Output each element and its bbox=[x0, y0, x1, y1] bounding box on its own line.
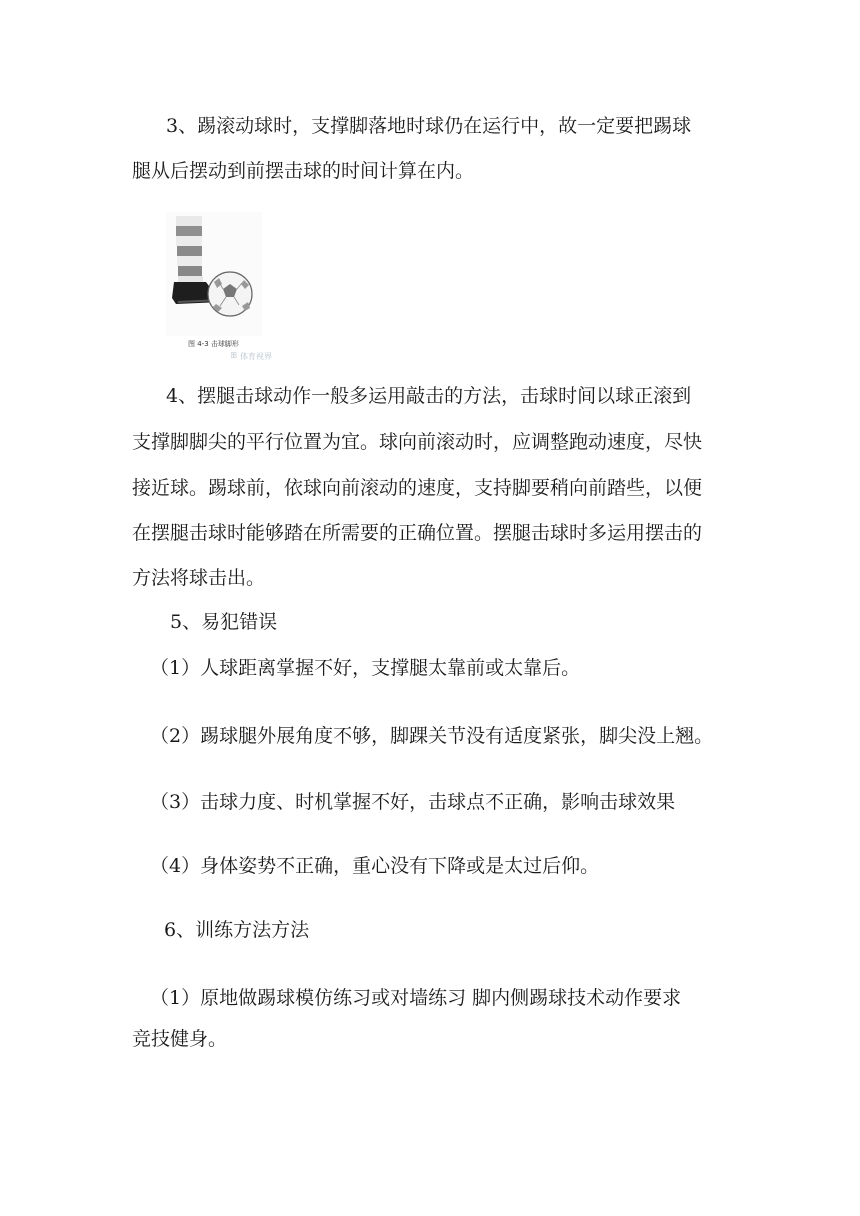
figure-kicking-foot bbox=[166, 212, 306, 368]
paragraph-4-line-4: 在摆腿击球时能够踏在所需要的正确位置。摆腿击球时多运用摆击的 bbox=[132, 522, 703, 544]
ball bbox=[208, 272, 252, 316]
section-5-heading: 5、易犯错误 bbox=[170, 611, 278, 633]
figure-watermark: 体育视界 bbox=[240, 352, 272, 361]
section-6-heading: 6、训练方法方法 bbox=[164, 919, 310, 941]
paragraph-4-line-5: 方法将球击出。 bbox=[132, 567, 266, 589]
error-item-3: （3）击球力度、时机掌握不好，击球点不正确，影响击球效果 bbox=[150, 791, 676, 813]
error-item-4: （4）身体姿势不正确，重心没有下降或是太过后仰。 bbox=[150, 855, 600, 877]
paragraph-4-line-1: 4、摆腿击球动作一般多运用敲击的方法，击球时间以球正滚到 bbox=[166, 385, 692, 407]
paragraph-4-line-3: 接近球。踢球前，依球向前滚动的速度，支持脚要稍向前踏些，以便 bbox=[132, 477, 703, 499]
watermark-logo-icon: ꕥ bbox=[230, 351, 238, 360]
paragraph-4-line-2: 支撑脚脚尖的平行位置为宜。球向前滚动时，应调整跑动速度，尽快 bbox=[132, 431, 703, 453]
error-item-1: （1）人球距离掌握不好，支撑腿太靠前或太靠后。 bbox=[150, 657, 581, 679]
figure-caption: 图 4-3 击球脚形 bbox=[188, 340, 239, 348]
striped-sock bbox=[176, 216, 203, 284]
paragraph-3-line-1: 3、踢滚动球时，支撑脚落地时球仍在运行中，故一定要把踢球 bbox=[166, 115, 692, 137]
training-item-1-line-2: 竞技健身。 bbox=[132, 1028, 228, 1050]
error-item-2: （2）踢球腿外展角度不够，脚踝关节没有适度紧张，脚尖没上翘。 bbox=[150, 725, 714, 747]
paragraph-3-line-2: 腿从后摆动到前摆击球的时间计算在内。 bbox=[132, 160, 475, 182]
training-item-1-line-1: （1）原地做踢球模仿练习或对墙练习 脚内侧踢球技术动作要求 bbox=[150, 987, 682, 1009]
